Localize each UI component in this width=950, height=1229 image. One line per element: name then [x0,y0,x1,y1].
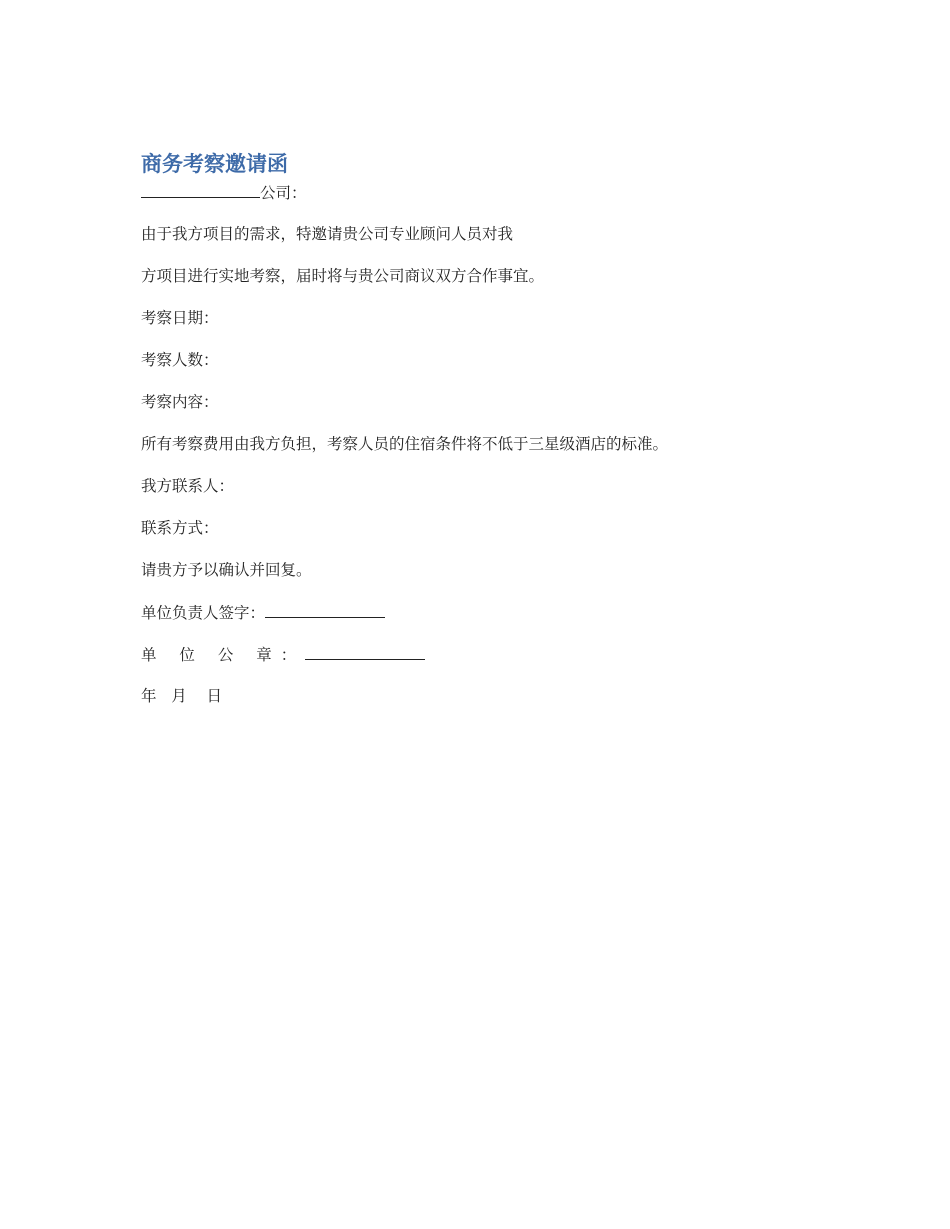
addressee-blank [141,180,260,198]
contact-person: 我方联系人： [141,477,235,495]
request-reply: 请贵方予以确认并回复。 [141,561,312,579]
contact-method: 联系方式： [141,519,219,537]
addressee-suffix: 公司： [260,184,307,202]
field-date: 考察日期： [141,309,219,327]
seal-blank [305,642,425,660]
body-line-2: 方项目进行实地考察，届时将与贵公司商议双方合作事宜。 [141,267,545,285]
date-line [141,684,841,708]
expenses-line: 所有考察费用由我方负担，考察人员的住宿条件将不低于三星级酒店的标准。 [141,435,669,453]
signature-label: 单位负责人签字： [141,604,266,622]
seal-line [141,642,841,666]
addressee-line [141,180,841,204]
body-line-1: 由于我方项目的需求，特邀请贵公司专业顾问人员对我 [141,225,514,243]
signature-blank [265,600,385,618]
seal-label: 单 位 公 章： [141,646,306,664]
document-title: 商务考察邀请函 [141,152,288,176]
field-content: 考察内容： [141,393,219,411]
signature-line [141,600,841,624]
document-body [141,148,841,708]
field-count: 考察人数： [141,351,219,369]
date-text: 年 月 日 [141,687,222,705]
